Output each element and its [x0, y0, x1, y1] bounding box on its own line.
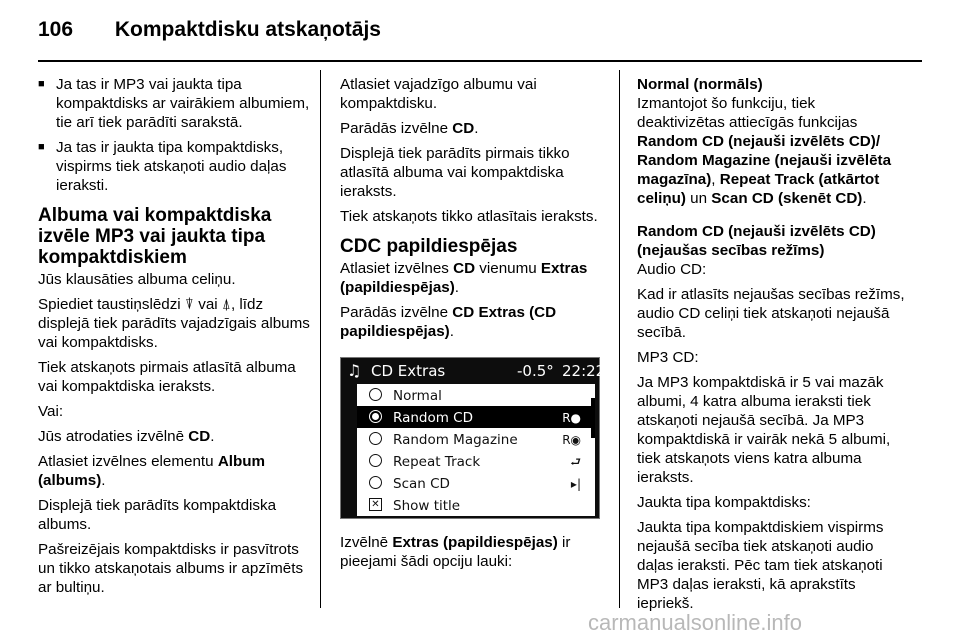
paragraph: Pašreizējais kompaktdisks ir pasvītrots un tikko atskaņotais albums ir apzīmēts ar bultiņu.: [38, 541, 304, 596]
paragraph: Displejā tiek parādīts kompaktdiska albums.: [38, 497, 277, 533]
column-1: [38, 75, 310, 603]
paragraph: Parādās izvēlne CD Extras (CD papildiespējas).: [340, 304, 557, 340]
section-heading: CDC papildiespējas: [340, 236, 518, 257]
scan-icon: ▸|: [570, 477, 581, 491]
clock: 22:22: [562, 362, 606, 380]
column-2: [340, 75, 606, 577]
paragraph: Vai:: [38, 403, 64, 420]
page-number: 106: [38, 18, 74, 41]
display-screenshot: [340, 357, 606, 519]
option-show-title[interactable]: ✕ Show title: [357, 494, 595, 516]
random-icon: R●: [562, 411, 581, 425]
option-repeat-track[interactable]: Repeat Track ⮐: [357, 450, 595, 472]
radio-icon: [369, 454, 382, 467]
music-note-icon: ♫: [347, 361, 362, 380]
paragraph: Audio CD:: [637, 261, 707, 278]
header-rule: [38, 60, 922, 62]
radio-icon: [369, 388, 382, 401]
random-magazine-icon: R◉: [562, 433, 581, 447]
subheading: Random CD (nejauši izvēlēts CD) (nejaušas secības režīms): [637, 223, 876, 259]
paragraph: Spiediet taustiņslēdzi ⍒ vai ⍋, līdz displejā tiek parādīts vajadzīgais albums vai kompaktdisks.: [38, 296, 310, 351]
section-heading: Albuma vai kompaktdiska izvēle MP3 vai jaukta tipa kompaktdiskiem: [38, 205, 272, 268]
page-title: Kompaktdisku atskaņotājs: [114, 18, 381, 41]
paragraph: Parādās izvēlne CD.: [340, 120, 479, 137]
watermark: carmanualsonline.info: [588, 610, 803, 635]
radio-icon: [369, 476, 382, 489]
paragraph: Ja MP3 kompaktdiskā ir 5 vai mazāk albumi, 4 katra albuma ieraksti tiek atskaņoti nejaušā secībā. Ja MP3 kompaktdiskā ir vairāk nekā 5 albumi, tiek atskaņots viens katra albuma ieraksts.: [637, 374, 891, 486]
paragraph: Tiek atskaņots tikko atlasītais ieraksts.: [340, 208, 598, 225]
paragraph: Kad ir atlasīts nejaušas secības režīms, audio CD celiņi tiek atskaņoti nejaušā secībā.: [637, 286, 905, 341]
option-random-cd[interactable]: Random CD R●: [357, 406, 595, 428]
paragraph: Tiek atskaņots pirmais atlasītā albuma vai kompaktdiska ieraksts.: [38, 359, 296, 395]
checkbox-checked-icon: ✕: [369, 498, 382, 511]
paragraph: MP3 CD:: [637, 349, 699, 366]
option-normal[interactable]: Normal: [357, 384, 595, 406]
column-3: [637, 75, 907, 619]
list-item: ■ Ja tas ir jaukta tipa kompaktdisks, vispirms tiek atskaņoti audio daļas ieraksti.: [38, 138, 310, 195]
paragraph: Atlasiet vajadzīgo albumu vai kompaktdisku.: [340, 76, 537, 112]
option-random-magazine[interactable]: Random Magazine R◉: [357, 428, 595, 450]
paragraph: Izvēlnē Extras (papildiespējas) ir pieejami šādi opciju lauki:: [340, 534, 571, 570]
list-item: ■ Ja tas ir MP3 vai jaukta tipa kompaktdisks ar vairākiem albumiem, tie arī tiek parādīti sarakstā.: [38, 75, 310, 132]
option-scan-cd[interactable]: Scan CD ▸|: [357, 472, 595, 494]
paragraph: Atlasiet izvēlnes CD vienumu Extras (papildiespējas).: [340, 260, 588, 296]
temperature: -0.5°: [517, 362, 554, 380]
screen-title: CD Extras: [371, 362, 446, 380]
paragraph: Izmantojot šo funkciju, tiek deaktivizētas attiecīgās funkcijas Random CD (nejauši izvēlēts CD)/ Random Magazine (nejauši izvēlēta magazīna), Repeat Track (atkārtot celiņu) un Scan CD (skenēt CD).: [637, 95, 892, 207]
page-header: [38, 18, 381, 42]
repeat-icon: ⮐: [570, 455, 581, 469]
radio-selected-icon: [369, 410, 382, 423]
paragraph: Jūs atrodaties izvēlnē CD.: [38, 428, 215, 445]
options-list: [357, 384, 595, 516]
column-divider: [320, 70, 321, 608]
paragraph: Jūs klausāties albuma celiņu.: [38, 271, 236, 288]
column-divider: [619, 70, 620, 608]
radio-icon: [369, 432, 382, 445]
paragraph: Jaukta tipa kompaktdiskiem vispirms nejaušā secība tiek atskaņoti audio daļas ieraksti. Pēc tam tiek atskaņoti MP3 daļas ieraksti, kā aprakstīts iepriekš.: [637, 519, 884, 612]
screen-header: [341, 358, 606, 384]
paragraph: Atlasiet izvēlnes elementu Album (albums).: [38, 453, 266, 489]
paragraph: Displejā tiek parādīts pirmais tikko atlasītā albuma vai kompaktdiska ieraksts.: [340, 145, 570, 200]
paragraph: Jaukta tipa kompaktdisks:: [637, 494, 811, 511]
subheading: Normal (normāls): [637, 76, 763, 93]
